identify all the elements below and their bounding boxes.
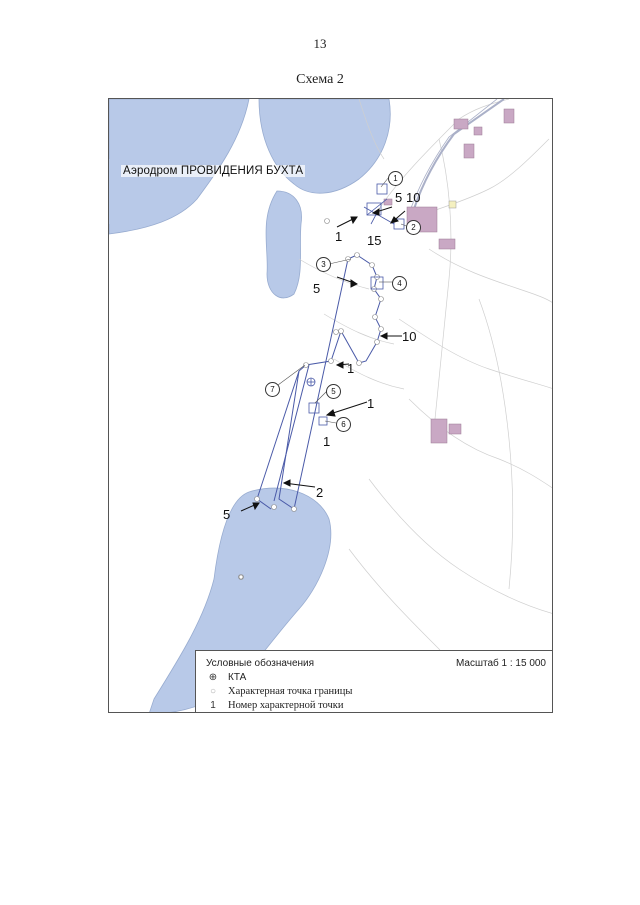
sector-arrows (241, 207, 405, 511)
sector-label-a: 5 (395, 190, 403, 205)
small-square (449, 201, 456, 208)
sector-label-f: 10 (402, 329, 417, 344)
kta-legend-icon: ⊕ (208, 672, 218, 683)
point-label-3: 3 (316, 257, 331, 272)
point-label-7: 7 (265, 382, 280, 397)
page-number: 13 (313, 36, 327, 51)
point-number-legend-icon: 1 (210, 700, 216, 711)
point-label-6: 6 (336, 417, 351, 432)
islet-point (239, 575, 243, 579)
map-frame[interactable] (108, 98, 553, 713)
airport-name-label: Аэродром ПРОВИДЕНИЯ БУХТА (123, 165, 304, 177)
sector-label-c: 1 (335, 229, 343, 244)
boundary-point-legend-icon: ○ (209, 686, 217, 697)
water-bay-north (259, 99, 390, 193)
sector-label-j: 2 (316, 485, 324, 500)
map-canvas[interactable] (109, 99, 553, 713)
point-label-1: 1 (388, 171, 403, 186)
legend-item-kta (206, 671, 246, 685)
scheme-title: Схема 2 (296, 72, 344, 87)
legend-title: Условные обозначения (206, 658, 315, 669)
map-legend (195, 650, 553, 713)
water-lagoon (266, 191, 302, 298)
legend-item-label: Характерная точка границы (228, 686, 353, 697)
sector-label-i: 1 (323, 434, 331, 449)
legend-item-point-number (206, 699, 344, 713)
road-main (414, 99, 504, 209)
legend-item-label: Номер характерной точки (228, 700, 344, 711)
sector-label-b: 10 (406, 190, 421, 205)
point-label-2: 2 (406, 220, 421, 235)
sector-label-k: 5 (223, 507, 231, 522)
kta-icon (307, 378, 315, 386)
point-label-4: 4 (392, 276, 407, 291)
sector-label-h: 1 (367, 396, 375, 411)
point-label-5: 5 (326, 384, 341, 399)
map-scale: Масштаб 1 : 15 000 (455, 658, 546, 669)
legend-item-boundary-point (206, 685, 352, 699)
legend-item-label: КТА (228, 672, 247, 683)
sector-label-d: 15 (367, 233, 382, 248)
sector-label-e: 5 (313, 281, 321, 296)
point-clusters (309, 184, 404, 425)
sector-label-g: 1 (347, 361, 355, 376)
